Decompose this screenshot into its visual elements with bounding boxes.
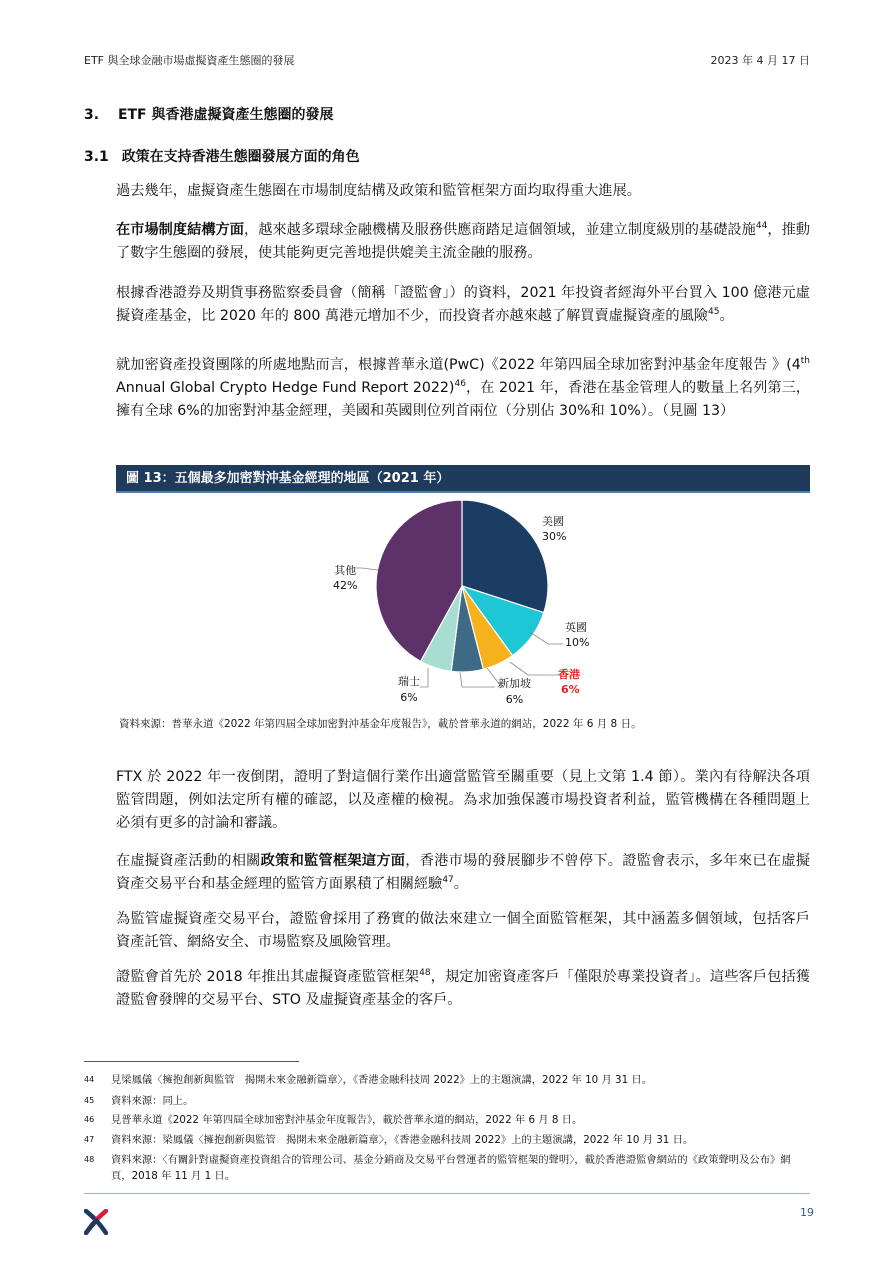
pie-label-usa-name: 美國	[542, 515, 564, 528]
paragraph-6-bold: 政策和監管框架這方面	[260, 853, 406, 869]
figure-title-bar	[116, 465, 810, 493]
pie-leader-switzerland	[420, 668, 428, 687]
paragraph-2-lead: 在市場制度結構方面	[116, 222, 244, 238]
subsection-heading	[84, 146, 360, 166]
pie-label-hk-name: 香港	[558, 668, 580, 681]
paragraph-7: 為監管虛擬資產交易平台，證監會採用了務實的做法來建立一個全面監管框架，其中涵蓋多個領域，包括客戶資產託管、網絡安全、市場監察及風險管理。	[116, 911, 810, 950]
paragraph-6-text-b: ，香港市場的發展腳步不曾停下。證監會表示，多年來已在虛擬資產交易平台和基金經理的監管方面累積了相關經驗	[116, 853, 810, 892]
pie-label-usa-value: 30%	[542, 530, 567, 543]
paragraph-4-text-c: ，在 2021 年，香港在基金管理人的數量上名列第三，擁有全球 6%的加密對沖基金經理，美國和英國則位列首兩位（分別佔 30%和 10%）。（見圖 13）	[116, 380, 810, 419]
pie-label-uk	[565, 620, 589, 650]
pie-label-switzerland	[398, 674, 420, 705]
paragraph-4-text-a: 就加密資產投資團隊的所處地點而言，根據普華永道(PwC)《2022 年第四屆全球加密對沖基金年度報告 》(4	[116, 357, 801, 373]
pie-label-uk-value: 10%	[565, 636, 590, 649]
paragraph-6-text-a: 在虛擬資產活動的相關	[116, 853, 261, 869]
paragraph-2-text-a: ，越來越多環球金融機構及服務供應商踏足這個領域，並建立制度級別的基礎設施	[243, 222, 756, 238]
pie-label-uk-name: 英國	[565, 621, 587, 634]
pie-label-switzerland-value: 6%	[400, 691, 418, 704]
footnote-45	[84, 1093, 810, 1109]
footnote-text: 資料來源：梁鳳儀〈擁抱創新與監管 揭開未來金融新篇章〉，《香港金融科技周 2022》上的主題演講，2022 年 10 月 31 日。	[111, 1134, 694, 1146]
pie-label-hk-value: 6%	[561, 683, 580, 696]
footnote-text: 見梁鳳儀〈擁抱創新與監管 揭開未來金融新篇章〉，《香港金融科技周 2022》上的主題演講，2022 年 10 月 31 日。	[111, 1074, 653, 1086]
pie-label-others-value: 42%	[333, 579, 358, 592]
footnote-divider	[84, 1061, 299, 1062]
running-header-title: ETF 與全球金融市場虛擬資產生態圈的發展	[84, 54, 295, 67]
figure-source: 資料來源：普華永道《2022 年第四屆全球加密對沖基金年度報告》，載於普華永道的網站，2022 年 6 月 8 日。	[119, 718, 642, 730]
footnote-ref-48[interactable]: 48	[419, 968, 431, 978]
pie-label-singapore	[498, 676, 531, 707]
footnote-47	[84, 1132, 810, 1148]
footnote-number: 48	[84, 1155, 95, 1164]
paragraph-5: FTX 於 2022 年一夜倒閉，證明了對這個行業作出適當監管至關重要（見上文第 1.4 節）。業內有待解決各項監管問題，例如法定所有權的確認，以及產權的檢視。為求加強保護市場投資者利益，監管機構在各種問題上必須有更多的討論和審議。	[116, 769, 810, 831]
footnote-48	[84, 1152, 810, 1184]
paragraph-4	[116, 354, 810, 423]
paragraph-4-text-b: Annual Global Crypto Hedge Fund Report 2022)	[116, 380, 455, 396]
paragraph-6	[116, 850, 810, 896]
footnote-number: 45	[84, 1096, 95, 1105]
footnote-text: 見普華永道《2022 年第四屆全球加密對沖基金年度報告》，載於普華永道的網站，2022 年 6 月 8 日。	[111, 1114, 583, 1126]
figure-title: 圖 13：五個最多加密對沖基金經理的地區（2021 年）	[126, 471, 450, 486]
paragraph-6-text-c: 。	[453, 876, 468, 892]
pie-chart	[300, 500, 630, 715]
pie-leader-usa	[530, 632, 563, 644]
paragraph-3-text-b: 。	[719, 308, 734, 324]
section-title: ETF 與香港虛擬資產生態圈的發展	[117, 107, 334, 123]
pie-leader-uk	[510, 662, 560, 675]
section-number: 3.	[84, 107, 100, 123]
pie-leader-others	[356, 568, 378, 570]
pie-label-singapore-name: 新加坡	[498, 677, 531, 690]
footnote-ref-45[interactable]: 45	[707, 307, 720, 317]
paragraph-8-text-a: 證監會首先於 2018 年推出其虛擬資產監管框架	[116, 969, 420, 985]
footnote-ref-47[interactable]: 47	[442, 875, 454, 885]
subsection-number: 3.1	[84, 149, 109, 165]
footnote-ref-44[interactable]: 44	[755, 221, 768, 231]
footnote-number: 46	[84, 1115, 95, 1124]
pie-label-others-name: 其他	[334, 564, 357, 577]
subsection-title: 政策在支持香港生態圈發展方面的角色	[121, 149, 360, 165]
hkex-logo-icon	[84, 1209, 108, 1235]
pie-leader-singapore	[460, 672, 495, 687]
pie-label-singapore-value: 6%	[505, 693, 524, 706]
footnote-number: 47	[84, 1135, 95, 1144]
footnote-text: 資料來源：同上。	[111, 1095, 194, 1107]
footer-divider	[84, 1193, 810, 1194]
ordinal-sup: th	[800, 356, 810, 366]
footnote-text: 資料來源：〈有關針對虛擬資產投資組合的管理公司、基金分銷商及交易平台營運者的監管框架的聲明〉，載於香港證監會網站的《政策聲明及公布》網頁，2018 年 11 月 1 日。	[111, 1154, 791, 1182]
page-number: 19	[800, 1206, 814, 1219]
section-heading	[84, 104, 334, 124]
paragraph-8	[116, 966, 810, 1012]
running-header-date: 2023 年 4 月 17 日	[710, 54, 810, 67]
paragraph-3	[116, 282, 810, 328]
footnote-44	[84, 1072, 810, 1088]
paragraph-1: 過去幾年，虛擬資產生態圈在市場制度結構及政策和監管框架方面均取得重大進展。	[116, 183, 641, 199]
footnote-46	[84, 1112, 810, 1128]
pie-label-switzerland-name: 瑞士	[398, 675, 420, 688]
paragraph-3-text-a: 根據香港證券及期貨事務監察委員會（簡稱「證監會」）的資料，2021 年投資者經海外平台買入 100 億港元虛擬資產基金，比 2020 年的 800 萬港元增加不少，而投資者亦越來越了解買賣虛擬資產的風險	[116, 285, 810, 324]
pie-label-hk	[558, 667, 580, 697]
paragraph-2	[116, 219, 810, 265]
pie-label-others	[333, 563, 357, 593]
footnote-number: 44	[84, 1075, 95, 1084]
paragraph-8-text-b: ，規定加密資產客戶「僅限於專業投資者」。這些客戶包括獲證監會發牌的交易平台、STO 及虛擬資產基金的客戶。	[116, 969, 810, 1008]
footnote-ref-46[interactable]: 46	[454, 379, 466, 389]
pie-label-usa	[542, 514, 566, 544]
paragraph-2-text-b: ，推動了數字生態圈的發展，使其能夠更完善地提供媲美主流金融的服務。	[116, 222, 810, 261]
